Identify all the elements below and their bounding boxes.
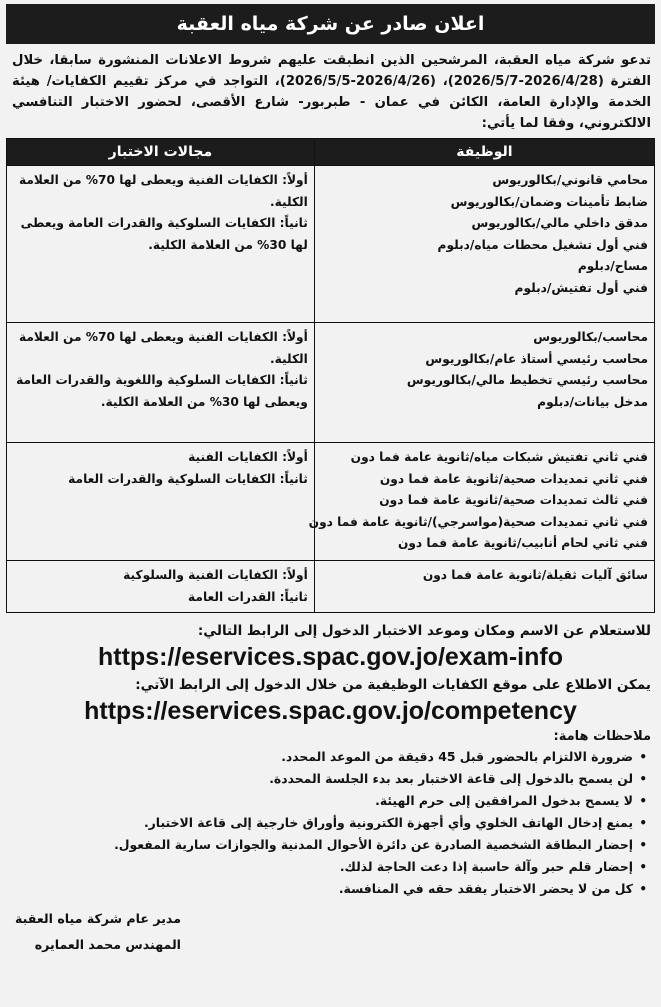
- job-cell: [314, 561, 654, 613]
- note-text: إحضار البطاقة الشخصية الصادرة عن دائرة الأحوال المدنية والجوازات سارية المفعول.: [114, 837, 633, 852]
- list-item: [6, 790, 647, 812]
- bullet-icon: •: [639, 838, 647, 852]
- note-text: لا يسمح بدخول المرافقين إلى حرم الهيئة.: [375, 793, 633, 808]
- job-title: مدخل بيانات/دبلوم: [537, 394, 648, 409]
- bullet-icon: •: [639, 772, 647, 786]
- job-title: محاسب/بكالوريوس: [533, 330, 648, 344]
- note-text: يمنع إدخال الهاتف الخلوي وأي أجهزة الكترونية وأوراق خارجية إلى قاعة الاختبار.: [143, 815, 633, 830]
- bullet-icon: •: [639, 750, 647, 764]
- test-field: ثانياً: الكفايات السلوكية والقدرات العامة: [68, 471, 308, 486]
- jobs-table-header: [7, 139, 655, 166]
- test-field: ثانياً: القدرات العامة: [188, 589, 308, 604]
- note-text: لن يسمح بالدخول إلى قاعة الاختبار بعد بدء الجلسة المحددة.: [269, 771, 633, 786]
- test-field: أولاً: الكفايات الفنية ويعطى لها 70% من العلامة الكلية.: [18, 173, 308, 209]
- test-field: أولاً: الكفايات الفنية ويعطى لها 70% من العلامة الكلية.: [18, 330, 308, 366]
- table-row: [7, 166, 655, 323]
- job-cell: [314, 166, 654, 323]
- test-field: أولاً: الكفايات الفنية والسلوكية: [123, 568, 308, 582]
- fields-cell: [7, 323, 315, 443]
- exam-info-label: للاستعلام عن الاسم ومكان وموعد الاختبار الدخول إلى الرابط التالي:: [197, 623, 651, 639]
- job-cell: [308, 443, 654, 561]
- list-item: [6, 856, 647, 878]
- job-title: مدقق داخلي مالي/بكالوريوس: [471, 216, 648, 230]
- exam-info-link[interactable]: https://eservices.spac.gov.jo/exam-info: [98, 643, 563, 671]
- job-title: محاسب رئيسي تخطيط مالي/بكالوريوس: [406, 373, 648, 387]
- job-title: فني ثاني لحام أنابيب/ثانوية عامة فما دون: [397, 536, 648, 550]
- intro-paragraph: تدعو شركة مياه العقبة، المرشحين الذين انطبقت عليهم شروط الاعلانات المنشورة سابقا، خلال الفترة (2026/4/28-2026/5/7)، (2026/4/26-2026/5/5)، التواجد في مركز تقييم الكفايات/ هيئة الخدمة والإدارة العامة، الكائن في عمان - طبربور- شارع الأقصى، لحضور الاختبار التنافسي الالكتروني، وفقا لما يأتي:: [12, 53, 651, 131]
- fields-cell: [7, 443, 315, 561]
- header-fields: مجالات الاختبار: [7, 139, 315, 166]
- job-title: فني أول تشغيل محطات مياه/دبلوم: [437, 237, 648, 252]
- jobs-table: [6, 138, 655, 613]
- bullet-icon: •: [639, 860, 647, 874]
- job-title: سائق آليات ثقيلة/ثانوية عامة فما دون: [422, 568, 648, 582]
- test-field: ثانياً: الكفايات السلوكية واللغوية والقدرات العامة ويعطى لها 30% من العلامة الكلية.: [16, 373, 308, 409]
- fields-cell: [7, 561, 315, 613]
- job-title: فني ثاني تمديدات صحية/ثانوية عامة فما دون: [379, 471, 648, 486]
- signature-name: المهندس محمد العمايره: [34, 937, 181, 952]
- notes-title: ملاحظات هامة:: [553, 729, 651, 744]
- competency-label: يمكن الاطلاع على موقع الكفايات الوظيفية من خلال الدخول إلى الرابط الآتي:: [135, 677, 651, 693]
- note-text: ضرورة الالتزام بالحضور قبل 45 دقيقة من الموعد المحدد.: [281, 749, 633, 764]
- list-item: [6, 812, 647, 834]
- signature-block: [6, 900, 655, 958]
- job-cell: [314, 323, 654, 443]
- job-title: مساح/دبلوم: [577, 259, 648, 273]
- test-field: ثانياً: الكفايات السلوكية والقدرات العامة ويعطى لها 30% من العلامة الكلية.: [20, 216, 308, 252]
- bullet-icon: •: [639, 816, 647, 830]
- table-row: [7, 323, 655, 443]
- bullet-icon: •: [639, 882, 647, 896]
- note-text: إحضار قلم حبر وآلة حاسبة إذا دعت الحاجة لذلك.: [339, 859, 633, 874]
- competency-link[interactable]: https://eservices.spac.gov.jo/competency: [84, 697, 577, 725]
- job-title: محامي قانوني/بكالوريوس: [492, 173, 648, 187]
- test-field: أولاً: الكفايات الفنية: [188, 450, 308, 464]
- table-row: [7, 561, 655, 613]
- list-item: [6, 746, 647, 768]
- list-item: [6, 834, 647, 856]
- job-title: فني أول تفتيش/دبلوم: [514, 280, 648, 295]
- job-title: ضابط تأمينات وضمان/بكالوريوس: [450, 194, 648, 209]
- table-row: [7, 443, 655, 561]
- job-title: فني ثاني تفتيش شبكات مياه/ثانوية عامة فما دون: [350, 450, 648, 464]
- list-item: [6, 768, 647, 790]
- note-text: كل من لا يحضر الاختبار يفقد حقه في المنافسة.: [338, 881, 633, 896]
- signature-position: مدير عام شركة مياه العقبة: [14, 911, 181, 926]
- bullet-icon: •: [639, 794, 647, 808]
- notes-list: [6, 746, 655, 900]
- announcement-title: اعلان صادر عن شركة مياه العقبة: [6, 4, 655, 44]
- header-job: الوظيفة: [314, 139, 654, 166]
- fields-cell: [7, 166, 315, 323]
- list-item: [6, 878, 647, 900]
- job-title: فني ثاني تمديدات صحية(مواسرجي)/ثانوية عامة فما دون: [308, 514, 648, 529]
- job-title: محاسب رئيسي أستاذ عام/بكالوريوس: [425, 351, 648, 366]
- job-title: فني ثالث تمديدات صحية/ثانوية عامة فما دون: [379, 493, 648, 507]
